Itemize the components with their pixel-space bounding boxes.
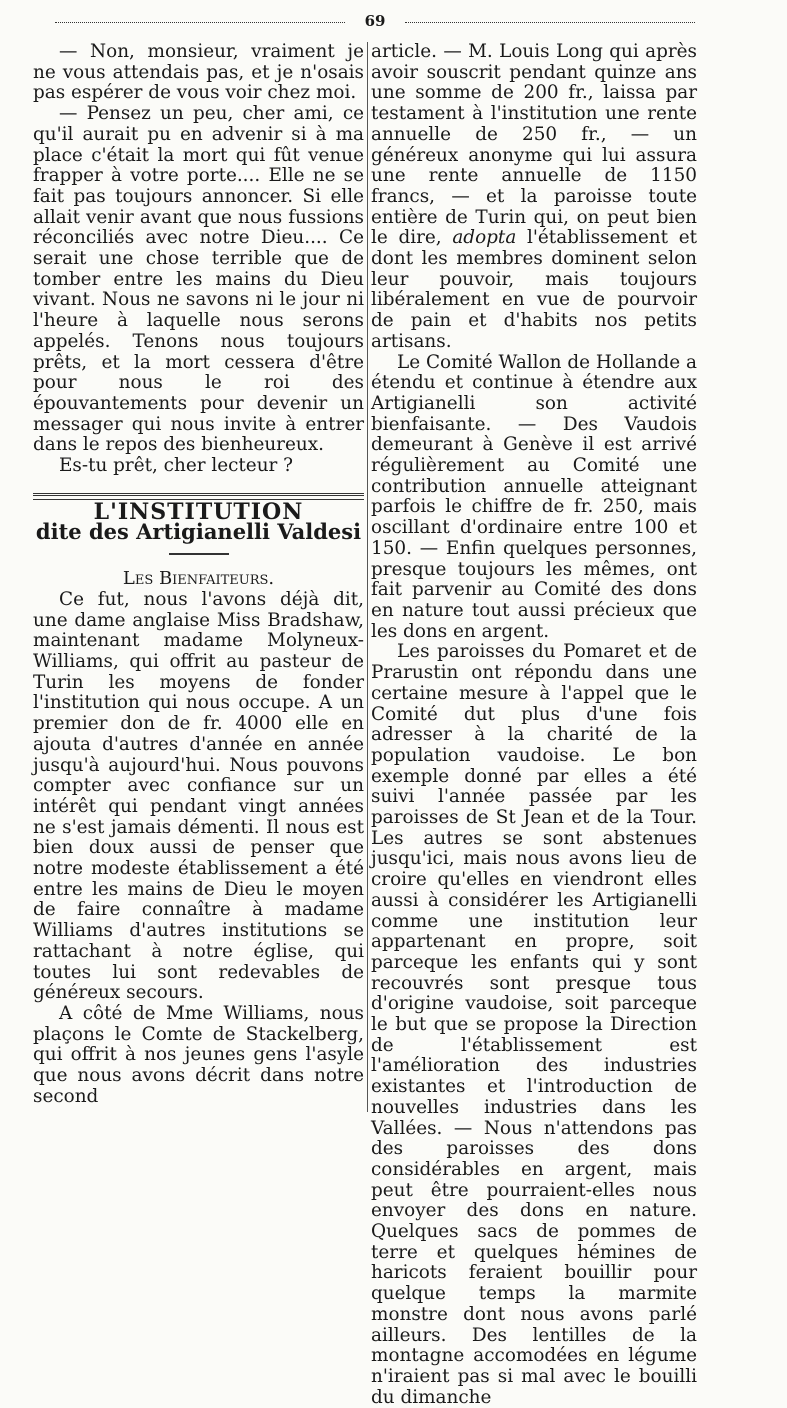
body-paragraph bbox=[371, 42, 697, 353]
paragraph-text: article. — M. Louis Long qui après avoir souscrit pendant quinze ans une somme de 200 fr., laissa par testament à l'institution une rente annuelle de 250 fr., — un généreux anonyme qui lui assura une rente annuelle de 1150 francs, — et la paroisse toute entière de Turin qui, on peut bien le dire, bbox=[371, 41, 697, 249]
dialogue-paragraph: — Non, monsieur, vraiment je ne vous attendais pas, et je n'osais pas espérer de vous voir chez moi. bbox=[33, 41, 364, 104]
header-rule-left bbox=[55, 22, 345, 23]
body-paragraph: Les paroisses du Pomaret et de Prarustin ont répondu dans une certaine mesure à l'appel que le Comité dut plus d'une fois adresser à la charité de la population vaudoise. Le bon exemple donné par elles a été suivi l'année passée par les paroisses de St Jean et de la Tour. Les autres se sont abstenues jusqu'ici, mais nous avons lieu de croire qu'elles en viendront elles aussi à considérer les Artigianelli comme une institution leur appartenant en propre, soit parceque les enfants qui y sont recouvrés sont presque tous d'origine vaudoise, soit parceque le but que se propose la Direction de l'établissement est l'amélioration des industries existantes et l'introduction de nouvelles industries dans les Vallées. — Nous n'attendons pas des paroisses des dons considérables en argent, mais peut être pourraient-elles nous envoyer des dons en nature. Quelques sacs de pommes de terre et quelques hémines de haricots feraient bouillir pour quelque temps la marmite monstre dont nous avons parlé ailleurs. Des lentilles de la montagne accomodées en légume n'iraient pas si mal avec le bouilli du dimanche bbox=[371, 641, 697, 1408]
column-divider bbox=[367, 42, 368, 1112]
right-column bbox=[371, 42, 697, 1408]
subheading: Les Bienfaiteurs. bbox=[122, 568, 275, 590]
page-header bbox=[55, 12, 695, 34]
dialogue-paragraph: — Pensez un peu, cher ami, ce qu'il aurait pu en advenir si à ma place c'était la mort qui fût venue frapper à votre porte.... Elle ne se fait pas toujours annoncer. Si elle allait venir avant que nous fussions réconciliés avec notre Dieu.... Ce serait une chose terrible que de tomber entre les mains du Dieu vivant. Nous ne savons ni le jour ni l'heure à laquelle nous serons appelés. Tenons nous toujours prêts, et la mort cessera d'être pour nous le roi des épouvantements pour devenir un messager qui nous invite à entrer dans le repos des bienheureux. bbox=[33, 103, 364, 456]
italic-word: adopta bbox=[452, 227, 517, 249]
closing-question: Es-tu prêt, cher lecteur ? bbox=[59, 455, 294, 477]
page-number: 69 bbox=[364, 12, 386, 30]
body-paragraph: A côté de Mme Williams, nous plaçons le Comte de Stackelberg, qui offrit à nos jeunes gens l'asyle que nous avons décrit dans notre second bbox=[33, 1002, 364, 1107]
section-title: L'INSTITUTION bbox=[93, 498, 304, 525]
title-dash bbox=[169, 553, 229, 555]
body-paragraph: Ce fut, nous l'avons déjà dit, une dame anglaise Miss Bradshaw, maintenant madame Molyneux-Williams, qui offrit au pasteur de Turin les moyens de fonder l'institution qui nous occupe. A un premier don de fr. 4000 elle en ajouta d'autres d'année en année jusqu'à aujourd'hui. Nous pouvons compter avec confiance sur un intérêt qui pendant vingt années ne s'est jamais démenti. Il nous est bien doux aussi de penser que notre modeste établissement a été entre les mains de Dieu le moyen de faire connaître à madame Williams d'autres institutions se rattachant à notre église, qui toutes lui sont redevables de généreux secours. bbox=[33, 588, 364, 1004]
paragraph-text: l'établissement et dont les membres dominent selon leur pouvoir, mais toujours libéralement en vue de pourvoir de pain et d'habits nos petits artisans. bbox=[371, 227, 697, 352]
body-paragraph: Le Comité Wallon de Hollande a étendu et continue à étendre aux Artigianelli son activité bienfaisante. — Des Vaudois demeurant à Genève il est arrivé régulièrement au Comité une contribution annuelle atteignant parfois le chiffre de fr. 250, mais oscillant d'ordinaire entre 100 et 150. — Enfin quelques personnes, presque toujours les mêmes, ont fait parvenir au Comité des dons en nature tout aussi précieux que les dons en argent. bbox=[371, 351, 697, 642]
section-subtitle: dite des Artigianelli Valdesi bbox=[35, 519, 362, 545]
header-rule-right bbox=[405, 22, 695, 23]
left-column bbox=[33, 42, 364, 1107]
